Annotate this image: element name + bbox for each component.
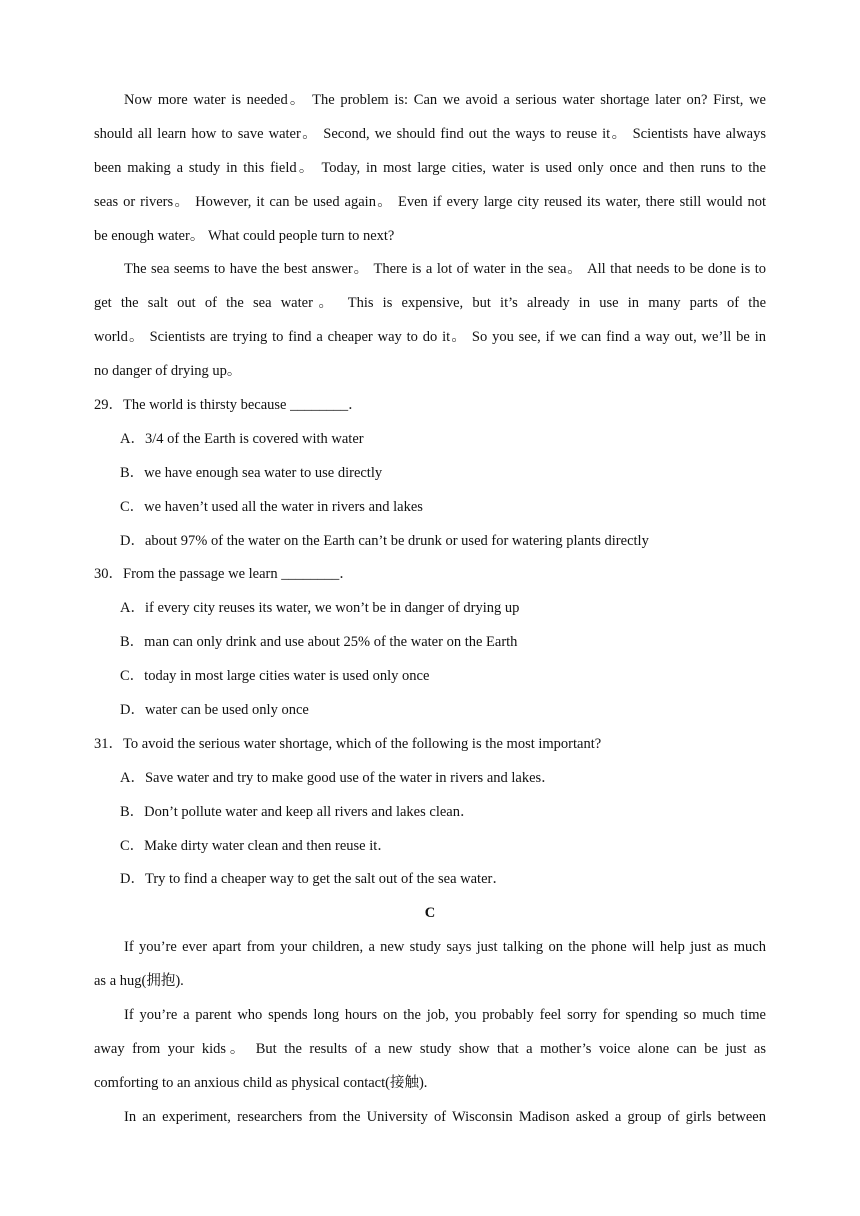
- question-stem: 29．The world is thirsty because ________．: [94, 397, 363, 414]
- question-31: [94, 728, 766, 897]
- option-b: B．man can only drink and use about 25% of the water on the Earth: [120, 634, 518, 651]
- text-line: The sea seems to have the best answer。 There is a lot of water in the sea。 All that needs to be done is to: [124, 261, 766, 278]
- option-d: D．about 97% of the water on the Earth can’t be drunk or used for watering plants directly: [120, 532, 649, 549]
- passage-paragraph: [94, 84, 766, 253]
- question-29: [94, 389, 766, 558]
- text-line: be enough water。 What could people turn to next?: [94, 227, 395, 244]
- option-c: C．Make dirty water clean and then reuse it．: [120, 837, 392, 854]
- text-line: should all learn how to save water。 Second, we should find out the ways to reuse it。 Scientists have always: [94, 125, 766, 142]
- option-a: A．if every city reuses its water, we won’t be in danger of drying up: [120, 600, 520, 617]
- text-line: In an experiment, researchers from the University of Wisconsin Madison asked a group of girls between: [124, 1108, 766, 1125]
- text-line: as a hug(拥抱).: [94, 973, 184, 990]
- text-line: comforting to an anxious child as physical contact(接触).: [94, 1074, 428, 1091]
- text-line: no danger of drying up。: [94, 363, 242, 380]
- text-line: If you’re a parent who spends long hours on the job, you probably feel sorry for spending so much time: [124, 1007, 766, 1024]
- question-30: [94, 558, 766, 727]
- question-stem: 30．From the passage we learn ________．: [94, 566, 354, 583]
- text-line: seas or rivers。 However, it can be used again。 Even if every large city reused its water, there still would not: [94, 193, 766, 210]
- passage-paragraph: [94, 999, 766, 1101]
- option-d: D．Try to find a cheaper way to get the salt out of the sea water．: [120, 871, 507, 888]
- option-b: B．we have enough sea water to use directly: [120, 464, 383, 481]
- text-line: world。 Scientists are trying to find a cheaper way to do it。 So you see, if we can find a way out, we’ll be in: [94, 329, 766, 346]
- section-heading: C: [424, 905, 436, 922]
- option-a: A．3/4 of the Earth is covered with water: [120, 430, 364, 447]
- text-line: Now more water is needed。 The problem is: Can we avoid a serious water shortage later on? First, we: [124, 92, 766, 108]
- option-a: A．Save water and try to make good use of the water in rivers and lakes．: [120, 769, 556, 786]
- option-c: C．today in most large cities water is used only once: [120, 668, 430, 685]
- option-c: C．we haven’t used all the water in rivers and lakes: [120, 498, 423, 515]
- option-d: D．water can be used only once: [120, 702, 309, 719]
- question-stem: 31．To avoid the serious water shortage, which of the following is the most important?: [94, 735, 602, 752]
- text-line: been making a study in this field。 Today, in most large cities, water is used only once and then runs to the: [94, 159, 766, 176]
- option-b: B．Don’t pollute water and keep all rivers and lakes clean．: [120, 803, 475, 820]
- passage-paragraph: [94, 253, 766, 389]
- text-line: away from your kids。 But the results of a new study show that a mother’s voice alone can be just as: [94, 1040, 766, 1057]
- document-page: [94, 84, 766, 1135]
- text-line: get the salt out of the sea water。 This is expensive, but it’s already in use in many parts of the: [94, 295, 766, 312]
- text-line: If you’re ever apart from your children, a new study says just talking on the phone will help just as much: [124, 939, 766, 956]
- passage-paragraph: [94, 1101, 766, 1135]
- passage-paragraph: [94, 931, 766, 999]
